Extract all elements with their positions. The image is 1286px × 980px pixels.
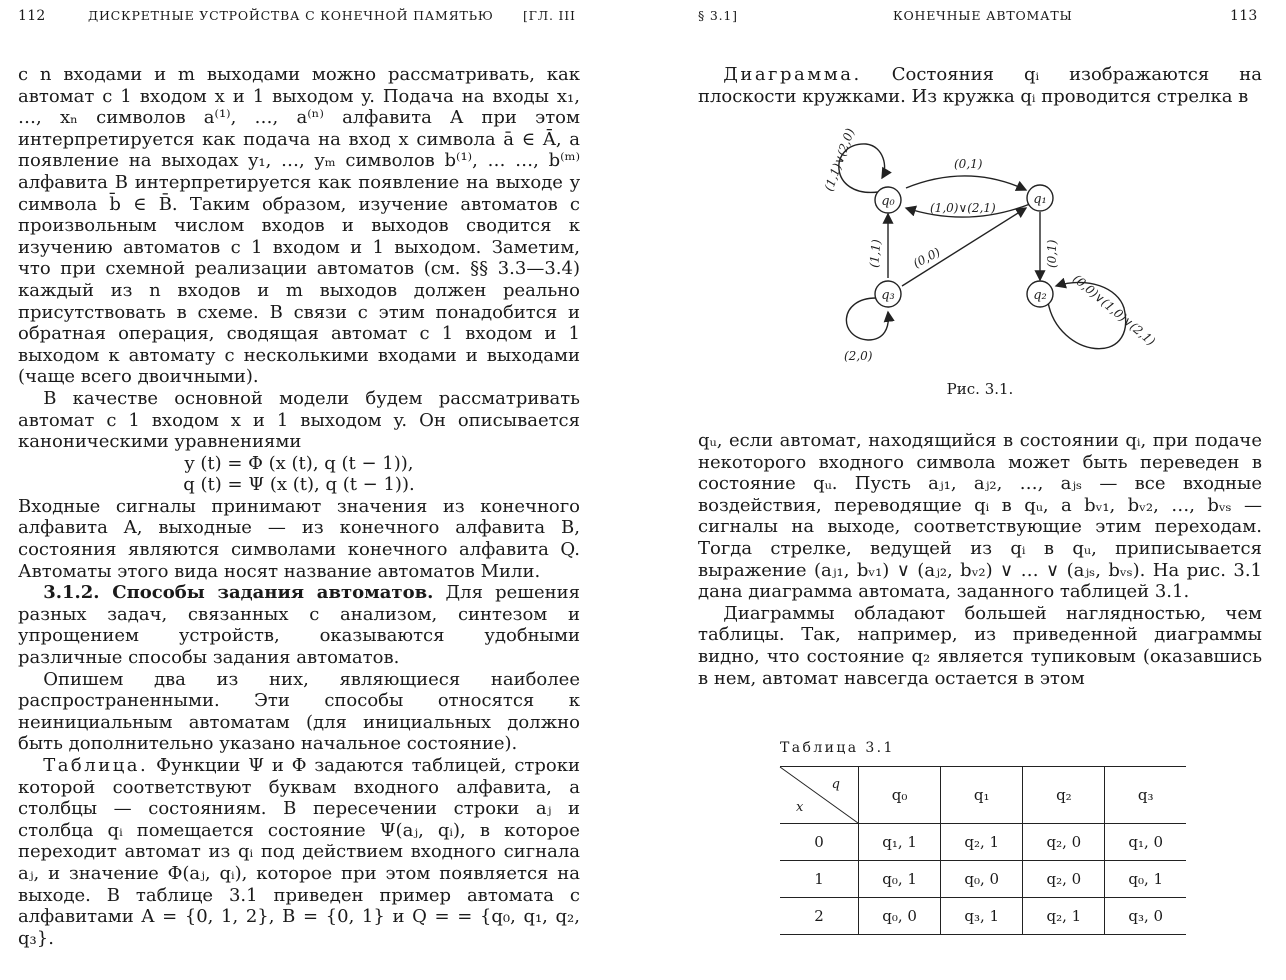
equation-y: y (t) = Φ (x (t), q (t − 1)), xyxy=(184,452,414,474)
table-row xyxy=(780,861,1186,898)
left-body xyxy=(18,64,580,949)
left-paragraph-4-text: Для решения разных задач, связанных с анализом, синтезом и упрощением устройств, оказываются удобными различные способы задания автоматов. xyxy=(18,582,580,669)
edge-q0-q1 xyxy=(906,176,1026,190)
table-cell: q₁, 0 xyxy=(1105,824,1186,861)
node-q0-label: q₀ xyxy=(881,194,895,209)
corner-x-label: x xyxy=(796,800,804,815)
label-q0-q1: (0,1) xyxy=(954,157,983,171)
row-header: 2 xyxy=(780,898,859,935)
state-diagram xyxy=(818,126,1158,368)
right-paragraph-1 xyxy=(698,64,1262,107)
row-header: 1 xyxy=(780,861,859,898)
table-cell: q₀, 1 xyxy=(1105,861,1186,898)
node-q3-label: q₃ xyxy=(881,288,895,303)
left-chapter-ref: [ГЛ. III xyxy=(523,8,576,23)
table-caption: Таблица 3.1 xyxy=(780,740,895,756)
left-page-number: 112 xyxy=(18,8,46,24)
table-cell: q₀, 0 xyxy=(859,898,941,935)
label-loop-q0: (1,1)∨(2,0) xyxy=(821,126,858,194)
label-loop-q3: (2,0) xyxy=(844,349,873,363)
corner-diagonal xyxy=(780,767,858,823)
left-running-header xyxy=(18,8,580,32)
table-cell: q₁, 1 xyxy=(859,824,941,861)
diagram-method-lead: Диаграмма. xyxy=(723,64,862,85)
transition-table xyxy=(780,766,1186,935)
section-title: 3.1.2. Способы задания автоматов. xyxy=(43,582,434,604)
left-page xyxy=(18,0,580,980)
left-paragraph-4 xyxy=(18,582,580,668)
table-row xyxy=(780,824,1186,861)
right-page xyxy=(698,0,1262,980)
label-q3-q0: (1,1) xyxy=(867,238,884,269)
node-q2-label: q₂ xyxy=(1033,288,1047,303)
right-section-ref: § 3.1] xyxy=(698,8,738,23)
right-paragraph-1-text: Состояния qᵢ изображаются на плоскости кружками. Из кружка qᵢ проводится стрелка в xyxy=(698,64,1262,107)
figure-caption: Рис. 3.1. xyxy=(946,380,1014,398)
right-body xyxy=(698,430,1262,689)
table-cell: q₀, 0 xyxy=(941,861,1023,898)
edge-q3-q1 xyxy=(902,208,1026,286)
table-cell: q₂, 0 xyxy=(1023,861,1105,898)
table-row xyxy=(780,898,1186,935)
node-q1-label: q₁ xyxy=(1033,192,1047,207)
table-corner-cell xyxy=(780,767,859,824)
table-header-row xyxy=(780,767,1186,824)
left-paragraph-2: В качестве основной модели будем рассматривать автомат с 1 входом x и 1 выходом y. Он описывается каноническими уравнениями xyxy=(18,387,580,453)
right-page-number: 113 xyxy=(1230,8,1258,24)
label-q3-q1: (0,0) xyxy=(910,244,943,271)
col-header: q₁ xyxy=(941,767,1023,824)
table-cell: q₀, 1 xyxy=(859,861,941,898)
left-paragraph-5: Опишем два из них, являющиеся наиболее распространенными. Эти способы относятся к неинициальным автоматам (для инициальных должно быть дополнительно указано начальное состояние). xyxy=(18,668,580,755)
col-header: q₀ xyxy=(859,767,941,824)
label-loop-q2: (0,0)∨(1,0)∨(2,1) xyxy=(1070,271,1158,349)
table-method-lead: Таблица. xyxy=(43,755,149,776)
right-running-header xyxy=(698,8,1262,32)
label-q1-q0: (1,0)∨(2,1) xyxy=(930,201,996,215)
col-header: q₃ xyxy=(1105,767,1186,824)
row-header: 0 xyxy=(780,824,859,861)
equation-q: q (t) = Ψ (x (t), q (t − 1)). xyxy=(183,474,415,496)
col-header: q₂ xyxy=(1023,767,1105,824)
right-paragraph-3: Диаграммы обладают большей наглядностью, чем таблицы. Так, например, из приведенной диаграммы видно, что состояние q₂ является тупиковым (оказавшись в нем, автомат навсегда остается в этом xyxy=(698,602,1262,689)
table-cell: q₂, 0 xyxy=(1023,824,1105,861)
left-paragraph-6-text: Функции Ψ и Φ задаются таблицей, строки которой соответствуют буквам входного алфавита, а столбцы — состояниям. В пересечении строки aⱼ и столбца qᵢ помещается состояние Ψ(aⱼ, qᵢ), в которое переходит автомат из qᵢ под действием входного сигнала aⱼ, и значение Φ(aⱼ, qᵢ), которое при этом появляется на выходе. В таблице 3.1 приведен пример автомата с алфавитами A = {0, 1, 2}, B = {0, 1} и Q = = {q₀, q₁, q₂, q₃}. xyxy=(18,755,580,949)
table-cell: q₃, 1 xyxy=(941,898,1023,935)
corner-q-label: q xyxy=(831,777,840,792)
right-paragraph-1-block xyxy=(698,64,1262,107)
table-cell: q₂, 1 xyxy=(941,824,1023,861)
left-paragraph-3: Входные сигналы принимают значения из конечного алфавита A, выходные — из конечного алфавита B, состояния являются символами конечного алфавита Q. Автоматы этого вида носят название автоматов Мили. xyxy=(18,495,580,582)
left-running-title: ДИСКРЕТНЫЕ УСТРОЙСТВА С КОНЕЧНОЙ ПАМЯТЬЮ xyxy=(88,8,494,23)
right-paragraph-2: qᵤ, если автомат, находящийся в состоянии qᵢ, при подаче некоторого входного символа может быть переведен в состояние qᵤ. Пусть aⱼ₁, aⱼ₂, …, aⱼₛ — все входные воздействия, переводящие qᵢ в qᵤ, а bᵥ₁, bᵥ₂, …, bᵥₛ — сигналы на выходе, соответствующие этим переходам. Тогда стрелке, ведущей из qᵢ в qᵤ, приписывается выражение (aⱼ₁, bᵥ₁) ∨ (aⱼ₂, bᵥ₂) ∨ … ∨ (aⱼₛ, bᵥₛ). На рис. 3.1 дана диаграмма автомата, заданного таблицей 3.1. xyxy=(698,430,1262,603)
right-running-title: КОНЕЧНЫЕ АВТОМАТЫ xyxy=(893,8,1073,23)
left-paragraph-6 xyxy=(18,755,580,949)
table-cell: q₃, 0 xyxy=(1105,898,1186,935)
left-paragraph-1: с n входами и m выходами можно рассматривать, как автомат с 1 входом x и 1 выходом y. Подача на входы x₁, …, xₙ символов a⁽¹⁾, …, a⁽ⁿ⁾ алфавита A при этом интерпретируется как подача на вход x символа ā ∈ Ā, а появление на выходах y₁, …, yₘ символов b⁽¹⁾, … …, b⁽ᵐ⁾ алфавита B интерпретируется как появление на выходе y символа b̄ ∈ B̄. Таким образом, изучение автоматов с произвольным числом входов и выходов сводится к изучению автоматов с 1 входом и 1 выходом. Заметим, что при схемной реализации автоматов (см. §§ 3.3—3.4) каждый из n входов и m выходов должен реально присутствовать в схеме. В связи с этим понадобится и обратная операция, сводящая автомат с 1 входом и 1 выходом к автомату с несколькими входами и выходами (чаще всего двоичными). xyxy=(18,64,580,388)
table-cell: q₂, 1 xyxy=(1023,898,1105,935)
label-q1-q2: (0,1) xyxy=(1045,239,1059,268)
